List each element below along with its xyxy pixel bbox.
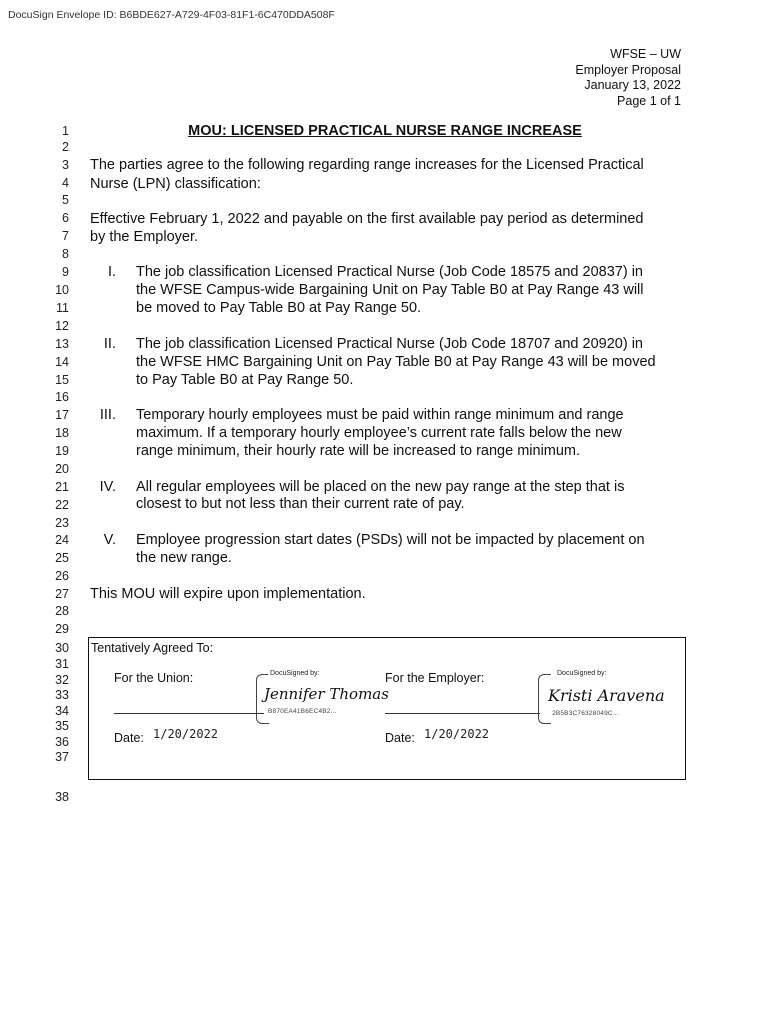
item-4-numeral: IV. [99, 479, 116, 495]
union-label: For the Union: [114, 671, 194, 685]
line-number: 2 [62, 140, 69, 154]
line-number: 5 [62, 193, 69, 207]
item-1-numeral: I. [107, 264, 116, 280]
line-number: 30 [55, 641, 69, 655]
line-number: 21 [55, 480, 69, 494]
item-1-line-3: be moved to Pay Table B0 at Pay Range 50. [136, 300, 422, 316]
line-number: 7 [62, 229, 69, 243]
item-4-line-1: All regular employees will be placed on the new pay range at the step that is [136, 479, 625, 495]
line-number: 4 [62, 176, 69, 190]
line-number: 13 [55, 337, 69, 351]
item-1-line-1: The job classification Licensed Practical Nurse (Job Code 18575 and 20837) in [136, 264, 643, 280]
item-1-line-2: the WFSE Campus-wide Bargaining Unit on Pay Table B0 at Pay Range 43 will [136, 282, 644, 298]
union-signature[interactable]: Jennifer Thomas [264, 685, 389, 703]
line-number: 38 [55, 790, 69, 804]
line-number: 3 [62, 158, 69, 172]
line-number: 29 [55, 622, 69, 636]
item-5-line-2: the new range. [136, 550, 232, 566]
line-number: 26 [55, 569, 69, 583]
item-5-numeral: V. [103, 532, 116, 548]
union-date-value: 1/20/2022 [153, 727, 219, 741]
line-number: 36 [55, 735, 69, 749]
union-date-label: Date: [114, 731, 144, 745]
line-number: 16 [55, 390, 69, 404]
employer-signature-id: 2B5B3C76328049C... [552, 710, 619, 717]
line-number: 12 [55, 319, 69, 333]
line-number: 25 [55, 551, 69, 565]
line-number: 32 [55, 673, 69, 687]
line-number: 17 [55, 408, 69, 422]
line-number: 15 [55, 373, 69, 387]
header-date: January 13, 2022 [584, 78, 681, 92]
line-number: 24 [55, 533, 69, 547]
item-4-line-2: closest to but not less than their current rate of pay. [136, 496, 465, 512]
item-3-line-2: maximum. If a temporary hourly employee’s current rate falls below the new [136, 425, 622, 441]
signature-box [88, 637, 686, 780]
item-2-line-3: to Pay Table B0 at Pay Range 50. [136, 372, 354, 388]
header-page: Page 1 of 1 [617, 94, 681, 108]
item-3-line-3: range minimum, their hourly rate will be increased to range minimum. [136, 443, 581, 459]
item-2-line-2: the WFSE HMC Bargaining Unit on Pay Table B0 at Pay Range 43 will be moved [136, 354, 656, 370]
header-org: WFSE – UW [610, 47, 681, 61]
line-number: 28 [55, 604, 69, 618]
line-number: 22 [55, 498, 69, 512]
union-docusigned-label: DocuSigned by: [270, 670, 320, 677]
union-signature-id: B870EA41B6EC4B2... [268, 708, 337, 715]
header-proposal: Employer Proposal [575, 63, 681, 77]
line-number: 14 [55, 355, 69, 369]
line-number: 33 [55, 688, 69, 702]
line-number: 11 [56, 301, 69, 315]
signature-heading: Tentatively Agreed To: [91, 641, 214, 655]
line-number: 27 [55, 587, 69, 601]
item-2-line-1: The job classification Licensed Practical Nurse (Job Code 18707 and 20920) in [136, 336, 643, 352]
line-number: 20 [55, 462, 69, 476]
employer-docusigned-label: DocuSigned by: [557, 670, 607, 677]
line-number: 35 [55, 719, 69, 733]
item-2-numeral: II. [103, 336, 116, 352]
line-number: 37 [55, 750, 69, 764]
intro-line-2: Nurse (LPN) classification: [90, 176, 261, 192]
line-number: 31 [55, 657, 69, 671]
line-number: 1 [62, 124, 69, 138]
employer-label: For the Employer: [385, 671, 485, 685]
item-3-numeral: III. [99, 407, 116, 423]
closing-line: This MOU will expire upon implementation. [90, 586, 366, 602]
employer-date-label: Date: [385, 731, 415, 745]
line-number: 23 [55, 516, 69, 530]
employer-signature[interactable]: Kristi Aravena [548, 686, 665, 705]
employer-signature-line [385, 713, 540, 714]
line-number: 10 [55, 283, 69, 297]
line-number: 19 [55, 444, 69, 458]
employer-date-value: 1/20/2022 [424, 727, 490, 741]
item-5-line-1: Employee progression start dates (PSDs) will not be impacted by placement on [136, 532, 645, 548]
item-3-line-1: Temporary hourly employees must be paid within range minimum and range [136, 407, 624, 423]
effective-line-1: Effective February 1, 2022 and payable on the first available pay period as determined [90, 211, 644, 227]
line-number: 9 [62, 265, 69, 279]
line-number: 18 [55, 426, 69, 440]
union-signature-line [114, 713, 264, 714]
envelope-id: DocuSign Envelope ID: B6BDE627-A729-4F03-81F1-6C470DDA508F [8, 9, 335, 21]
line-number: 8 [62, 247, 69, 261]
document-title: MOU: LICENSED PRACTICAL NURSE RANGE INCREASE [188, 123, 582, 139]
intro-line-1: The parties agree to the following regarding range increases for the Licensed Practical [90, 157, 644, 173]
line-number: 6 [62, 211, 69, 225]
effective-line-2: by the Employer. [90, 229, 198, 245]
line-number: 34 [55, 704, 69, 718]
